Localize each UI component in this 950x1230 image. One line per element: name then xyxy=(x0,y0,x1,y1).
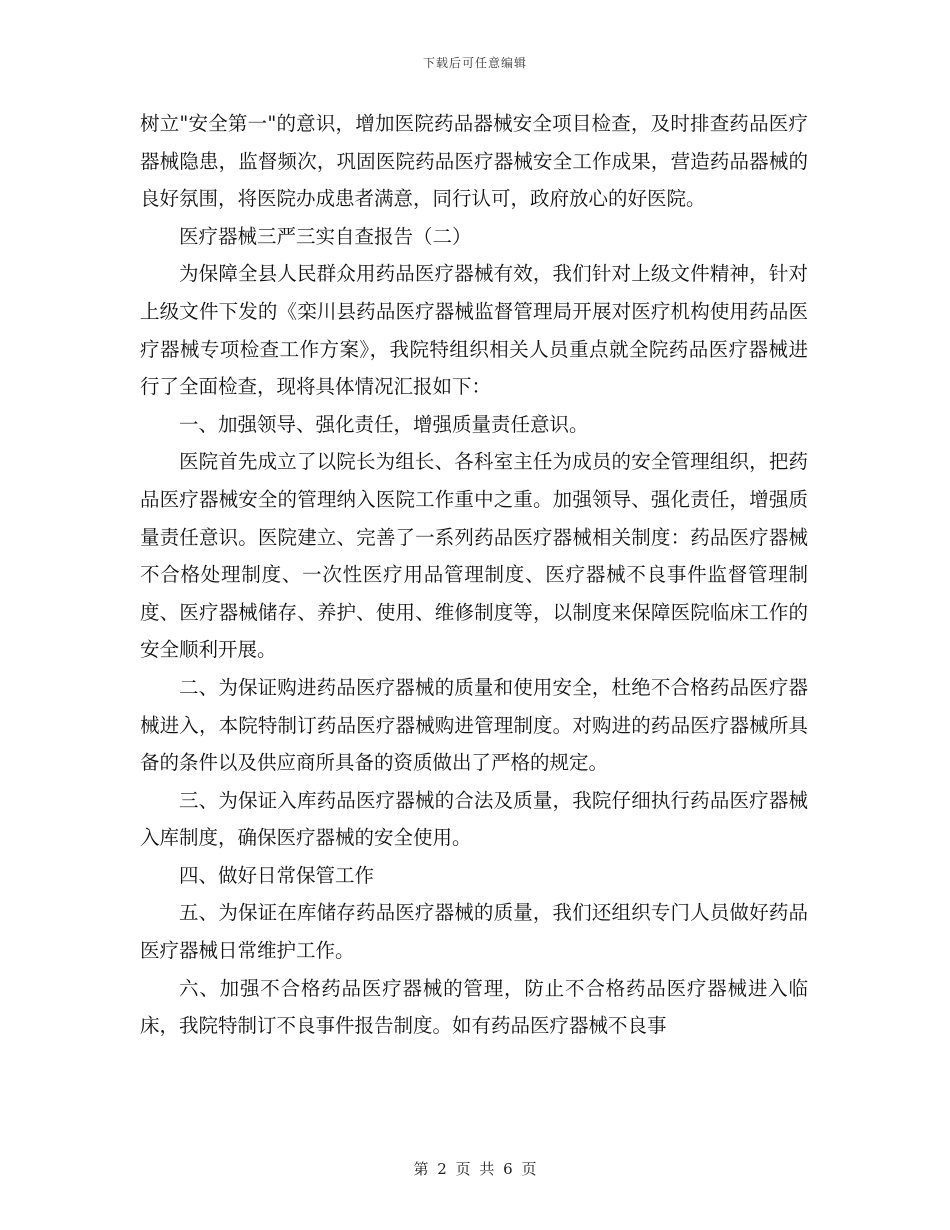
paragraph-item-6: 六、加强不合格药品医疗器械的管理，防止不合格药品医疗器械进入临床，我院特制订不良事件报告制度。如有药品医疗器械不良事 xyxy=(140,976,808,1038)
paragraph-item-3: 三、为保证入库药品医疗器械的合法及质量，我院仔细执行药品医疗器械入库制度，确保医疗器械的安全使用。 xyxy=(140,788,808,850)
heading-item-1: 一、加强领导、强化责任，增强质量责任意识。 xyxy=(179,412,589,436)
page-number-footer: 第 2 页 共 6 页 xyxy=(413,1160,537,1178)
paragraph-intro: 为保障全县人民群众用药品医疗器械有效，我们针对上级文件精神，针对上级文件下发的《栾川县药品医疗器械监督管理局开展对医疗机构使用药品医疗器械专项检查工作方案》，我院特组织相关人员重点就全院药品医疗器械进行了全面检查，现将具体情况汇报如下： xyxy=(140,262,808,399)
section-title: 医疗器械三严三实自查报告（二） xyxy=(179,224,472,248)
page-header: 下载后可任意编辑 xyxy=(422,56,527,70)
paragraph-item-2: 二、为保证购进药品医疗器械的质量和使用安全，杜绝不合格药品医疗器械进入，本院特制订药品医疗器械购进管理制度。对购进的药品医疗器械所具备的条件以及供应商所具备的资质做出了严格的规定。 xyxy=(140,675,808,775)
heading-item-4: 四、做好日常保管工作 xyxy=(179,863,375,887)
document-body xyxy=(140,105,808,1045)
paragraph-continuation: 树立"安全第一"的意识，增加医院药品器械安全项目检查，及时排查药品医疗器械隐患，监督频次，巩固医院药品医疗器械安全工作成果，营造药品器械的良好氛围，将医院办成患者满意，同行认可，政府放心的好医院。 xyxy=(140,112,808,211)
paragraph-item-1-detail: 医院首先成立了以院长为组长、各科室主任为成员的安全管理组织，把药品医疗器械安全的管理纳入医院工作重中之重。加强领导、强化责任，增强质量责任意识。医院建立、完善了一系列药品医疗器械相关制度：药品医疗器械不合格处理制度、一次性医疗用品管理制度、医疗器械不良事件监督管理制度、医疗器械储存、养护、使用、维修制度等，以制度来保障医院临床工作的安全顺利开展。 xyxy=(140,450,808,662)
paragraph-item-5: 五、为保证在库储存药品医疗器械的质量，我们还组织专门人员做好药品医疗器械日常维护工作。 xyxy=(140,901,808,963)
